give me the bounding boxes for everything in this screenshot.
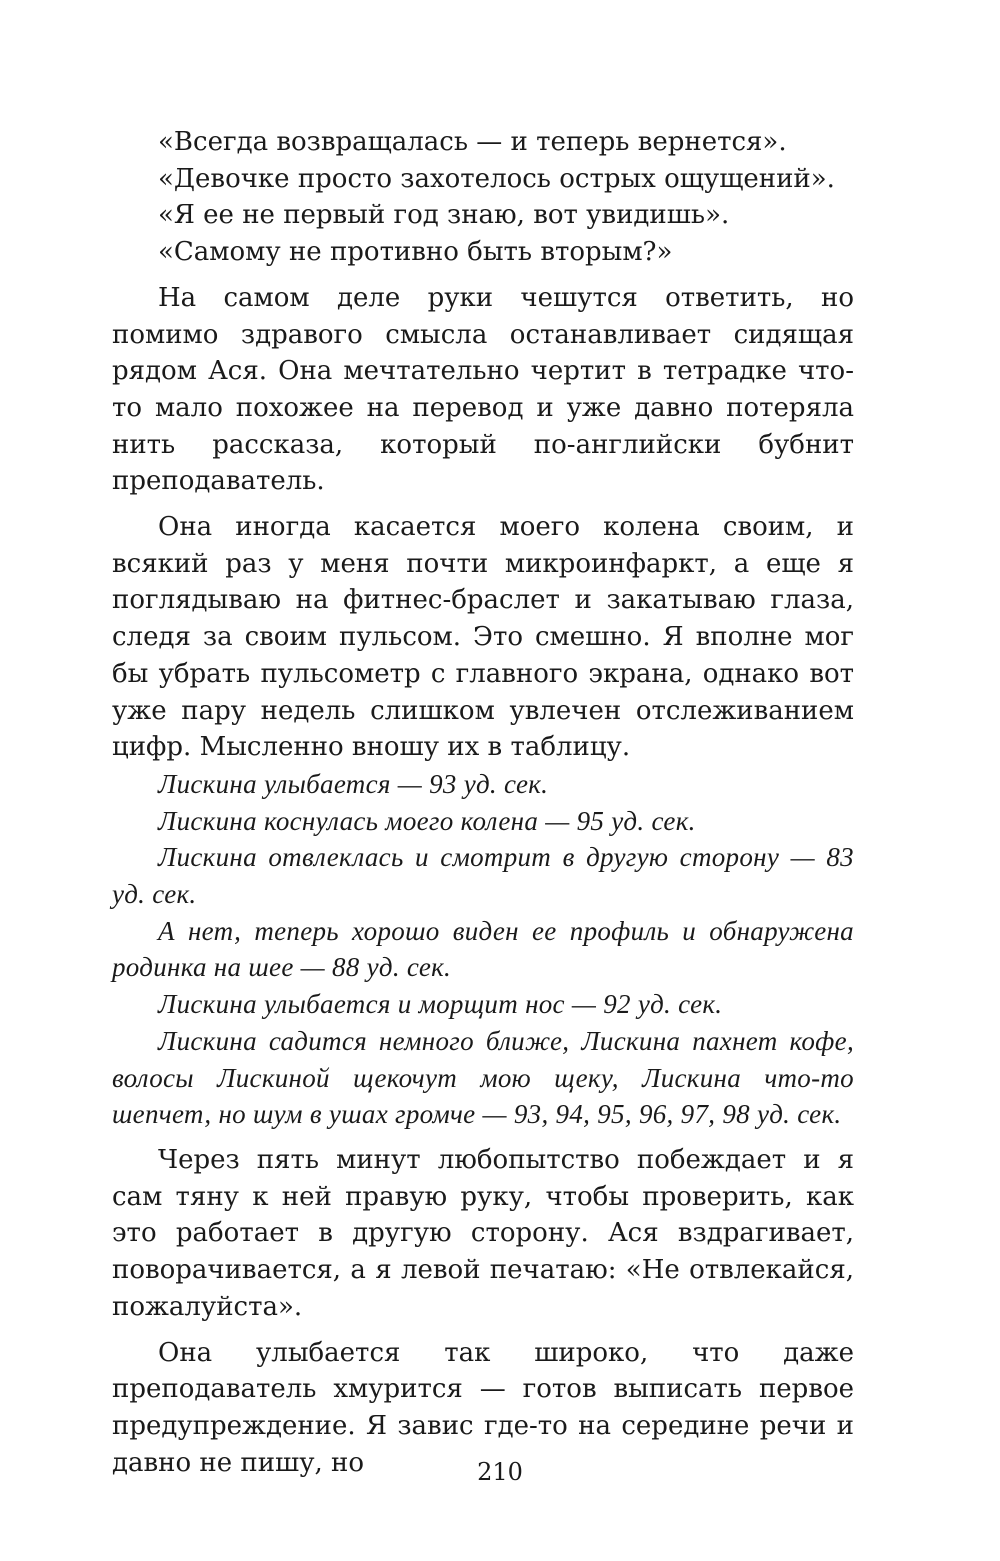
pulse-log-entry-2: Лискина коснулась моего колена — 95 уд. сек. <box>158 805 696 836</box>
dialogue-line-1: «Всегда возвращалась — и теперь вернется». <box>158 127 787 157</box>
paragraph-3: Через пять минут любопытство побеждает и я сам тяну к ней правую руку, чтобы проверить, как это работает в другую сторону. Ася вздрагивает, поворачивается, а я левой печатаю: «Не отвлекайся, пожалуйста». <box>112 1144 854 1322</box>
dialogue-line-3: «Я ее не первый год знаю, вот увидишь». <box>158 200 730 231</box>
paragraph-2: Она иногда касается моего колена своим, и всякий раз у меня почти микроинфаркт, а еще я поглядываю на фитнес-браслет и закатываю глаза, следя за своим пульсом. Это смешно. Я вполне мог бы убрать пульсометр с главного экрана, однако вот уже пару недель слишком увлечен отслеживанием цифр. Мысленно вношу их в таблицу. <box>112 512 854 763</box>
dialogue-line-2: «Девочке просто захотелось острых ощущений». <box>158 163 835 194</box>
pulse-log-entry-3: Лискина отвлеклась и смотрит в другую сторону — 83 уд. сек. <box>112 842 854 910</box>
dialogue-line-4: «Самому не противно быть вторым?» <box>158 237 673 268</box>
pulse-log-entry-1: Лискина улыбается — 93 уд. сек. <box>158 768 549 799</box>
pulse-log-entry-4: А нет, теперь хорошо виден ее профиль и обнаружена родинка на шее — 88 уд. сек. <box>112 915 854 983</box>
paragraph-1: На самом деле руки чешутся ответить, но помимо здравого смысла останавливает сидящая рядом Ася. Она мечтательно чертит в тетрадке что-то мало похожее на перевод и уже давно потеряла нить рассказа, который по-английски бубнит преподаватель. <box>112 282 854 497</box>
pulse-log-entry-5: Лискина улыбается и морщит нос — 92 уд. сек. <box>158 989 723 1020</box>
pulse-log-entry-6: Лискина садится немного ближе, Лискина пахнет кофе, волосы Лискиной щекочут мою щеку, Лискина что-то шепчет, но шум в ушах громче — 93, 94, 95, 96, 97, 98 уд. сек. <box>112 1025 854 1130</box>
page-body <box>112 124 854 1481</box>
paragraph-4: Она улыбается так широко, что даже преподаватель хмурится — готов выписать первое предупреждение. Я завис где-то на середине речи и давно не пишу, но <box>112 1337 854 1478</box>
page-number: 210 <box>477 1458 523 1486</box>
